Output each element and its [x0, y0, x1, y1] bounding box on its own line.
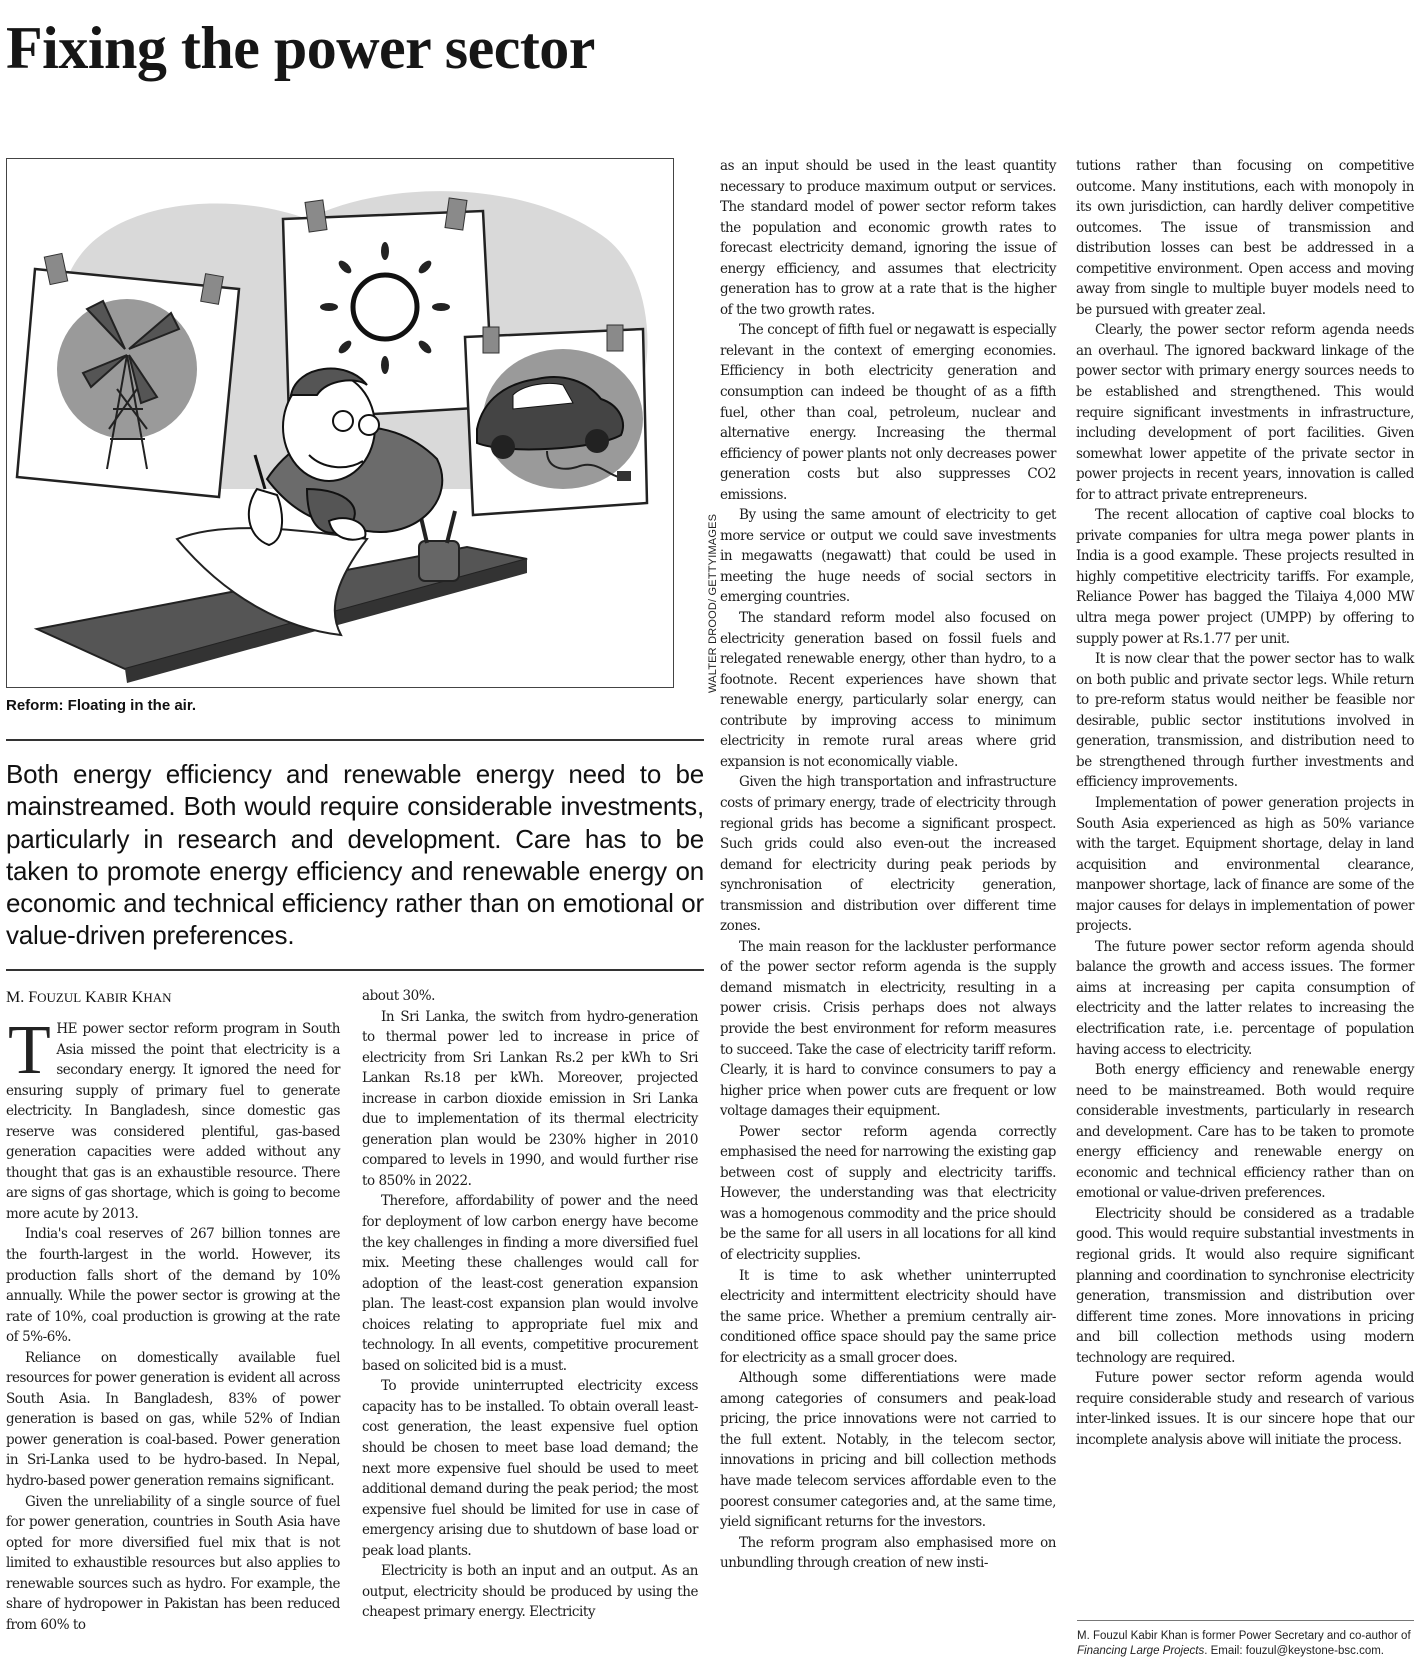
- paragraph: The main reason for the lackluster performance of the power sector reform agenda is the supply demand mismatch in electricity, resulting in a power crisis. Crisis perhaps does not always provide the best environment for reform measures to succeed. Take the case of electricity tariff reform. Clearly, it is hard to convince consumers to pay a higher price when power cuts are frequent or low voltage damages their equipment.: [720, 938, 1056, 1120]
- article-column-1: [6, 1012, 340, 1635]
- article-column-3: [720, 156, 1056, 1574]
- article-column-2: [362, 986, 698, 1623]
- paragraph: THE power sector reform program in South Asia missed the point that electricity is a secondary energy. It ignored the need for ensuring supply of primary fuel to generate electricity. In Bangladesh, since domestic gas reserve was considered plentiful, gas-based generation capacities were added without any thought that gas is an exhaustible resource. There are signs of gas shortage, which is going to become more acute by 2013.: [6, 1012, 340, 1222]
- pull-quote: Both energy efficiency and renewable energy need to be mainstreamed. Both would require considerable investments, particularly in research and development. Care has to be taken to promote energy efficiency and renewable energy on economic and technical efficiency rather than on emotional or value-driven preferences.: [6, 759, 704, 951]
- paragraph: about 30%.: [362, 988, 436, 1004]
- paragraph: The concept of fifth fuel or negawatt is especially relevant in the context of emerging economies. Efficiency in both electricity generation and consumption can indeed be thought of as a fifth fuel, other than coal, petroleum, nuclear and alternative energy. Increasing the thermal efficiency of power plants not only decreases power generation costs but also suppresses CO2 emissions.: [720, 322, 1056, 503]
- author-bio: M. Fouzul Kabir Khan is former Power Secretary and co-author of Financing Large Projects. Email: fouzul@keystone-bsc.com.: [1077, 1630, 1411, 1657]
- paragraph: Given the unreliability of a single source of fuel for power generation, countries in South Asia have opted for more diversified fuel mix that is not limited to exhaustible resources but also applies to renewable sources such as hydro. For example, the share of hydropower in Pakistan has been reduced from 60% to: [6, 1493, 340, 1633]
- paragraph: The future power sector reform agenda should balance the growth and access issues. The former aims at increasing per capita consumption of electricity and the latter relates to increasing the electrification rate, i.e. percentage of population having access to electricity.: [1076, 938, 1414, 1058]
- article-column-4: [1076, 156, 1414, 1450]
- paragraph: It is time to ask whether uninterrupted electricity and intermittent electricity should have the same price. Whether a premium centrally air-conditioned office space should pay the same price for electricity as a small grocer does.: [720, 1267, 1056, 1366]
- paragraph: Therefore, affordability of power and the need for deployment of low carbon energy have become the key challenges in finding a more diversified fuel mix. Meeting these challenges would call for adoption of the least-cost generation expansion plan. The least-cost expansion plan would involve choices relating to appropriate fuel mix and technology. In all events, competitive procurement based on solicited bid is a must.: [362, 1193, 698, 1374]
- paragraph: Electricity should be considered as a tradable good. This would require substantial investments in regional grids. It would also require significant planning and coordination to synchronise electricity generation, transmission and distribution over different time zones. More innovations in pricing and bill collection methods using modern technology are required.: [1076, 1205, 1414, 1366]
- car-panel: [465, 325, 647, 515]
- paragraph: Although some differentiations were made among categories of consumers and peak-load pricing, the price innovations were not carried to the full extent. Notably, in the telecom sector, innovations in pricing and bill collection methods have made telecom services affordable even to the poorest consumer categories and, at the same time, yield significant returns for the investors.: [720, 1370, 1056, 1531]
- photo-credit: WALTER DROOD/ GETTYIMAGES: [707, 513, 719, 693]
- paragraph: In Sri Lanka, the switch from hydro-generation to thermal power led to increase in price of electricity from Sri Lankan Rs.2 per kWh to Sri Lankan Rs.18 per kWh. Moreover, projected increase in carbon dioxide emission in Sri Lanka due to implementation of its thermal electricity generation plan would be 230% higher in 2010 compared to levels in 1990, and would further rise to 850% in 2022.: [362, 1008, 698, 1189]
- paragraph: Clearly, the power sector reform agenda needs an overhaul. The ignored backward linkage of the power sector with primary energy sources needs to be established and strengthened. This would require significant investments in infrastructure, including development of port facilities. Given somewhat lower appetite of the private sector in power projects in recent years, innovation is called for to attract private entrepreneurs.: [1076, 322, 1414, 503]
- illustration: [6, 158, 674, 688]
- rule-top: [6, 739, 704, 741]
- paragraph: Given the high transportation and infrastructure costs of primary energy, trade of electricity through regional grids has become a significant prospect. Such grids could also even-out the increased demand for electricity during peak periods by synchronisation of electricity generation, transmission and distribution over different time zones.: [720, 774, 1056, 935]
- paragraph: Future power sector reform agenda would require considerable study and research of various inter-linked issues. It is our sincere hope that our incomplete analysis above will initiate the process.: [1076, 1370, 1414, 1448]
- cartoon-energy-illustration: [7, 159, 673, 687]
- paragraph: Electricity is both an input and an output. As an output, electricity should be produced by using the cheapest primary energy. Electricity: [362, 1563, 698, 1621]
- bio-rule: [1077, 1620, 1414, 1621]
- paragraph: Implementation of power generation projects in South Asia experienced as high as 50% variance with the target. Equipment shortage, delay in land acquisition and environmental clearance, manpower shortage, lack of finance are some of the major causes for delays in implementation of power projects.: [1076, 794, 1414, 935]
- rule-bottom: [6, 969, 704, 971]
- paragraph: It is now clear that the power sector has to walk on both public and private sector legs. While return to pre-reform status would neither be feasible nor desirable, public sector institutions involved in generation, transmission, and distribution need to be strengthened through further investments and efficiency improvements.: [1076, 651, 1414, 791]
- paragraph: The reform program also emphasised more on unbundling through creation of new insti-: [720, 1534, 1056, 1572]
- windmill-panel: [17, 253, 239, 497]
- byline: M. FOUZUL KABIR KHAN: [6, 989, 172, 1006]
- paragraph: Reliance on domestically available fuel resources for power generation is evident all across South Asia. In Bangladesh, 83% of power generation is based on gas, while 52% of Indian power generation is coal-based. Power generation in Sri-Lanka used to be hydro-based. In Nepal, hydro-based power generation remains significant.: [6, 1349, 340, 1490]
- paragraph: India's coal reserves of 267 billion tonnes are the fourth-largest in the world. However, its production falls short of the demand by 10% annually. While the power sector is growing at the rate of 10%, coal production is growing at the rate of 5%-6%.: [6, 1226, 340, 1346]
- paragraph: To provide uninterrupted electricity excess capacity has to be installed. To obtain overall least-cost generation, the least expensive fuel option should be chosen to meet base load demand; the next more expensive fuel should be used to meet additional demand during the peak period; the most expensive fuel should be limited for use in case of emergency arising due to shutdown of base load or peak load plants.: [362, 1378, 698, 1559]
- paragraph: The standard reform model also focused on electricity generation based on fossil fuels and relegated renewable energy, other than hydro, to a footnote. Recent experiences have shown that renewable energy, particularly solar energy, can contribute by improving access to minimum electricity in remote rural areas where grid expansion is not economically viable.: [720, 610, 1056, 770]
- image-caption: Reform: Floating in the air.: [6, 697, 197, 714]
- headline: Fixing the power sector: [6, 15, 595, 81]
- paragraph: Both energy efficiency and renewable energy need to be mainstreamed. Both would require considerable investments, particularly in research and development. Care has to be taken to promote energy efficiency and renewable energy on economic and technical efficiency rather than on emotional or value-driven preferences.: [1076, 1062, 1414, 1202]
- paragraph: Power sector reform agenda correctly emphasised the need for narrowing the existing gap between cost of supply and electricity tariffs. However, the understanding was that electricity was a homogenous commodity and the price should be the same for all users in all locations for all kind of electricity supplies.: [720, 1123, 1056, 1263]
- paragraph: tutions rather than focusing on competitive outcome. Many institutions, each with monopoly in its own jurisdiction, can hardly deliver competitive outcomes. The issue of transmission and distribution losses can best be addressed in a competitive environment. Open access and moving away from single to multiple buyer models need to be pursued with greater zeal.: [1076, 158, 1414, 318]
- paragraph: as an input should be used in the least quantity necessary to produce maximum output or services. The standard model of power sector reform takes the population and economic growth rates to forecast electricity demand, ignoring the issue of energy efficiency, and assumes that electricity generation has to grow at a rate that is the higher of the two growth rates.: [720, 158, 1056, 318]
- paragraph: By using the same amount of electricity to get more service or output we could save investments in megawatts (negawatt) that could be used in meeting the huge needs of social sectors in emerging countries.: [720, 507, 1056, 606]
- drop-cap: T: [8, 1012, 51, 1089]
- paragraph: The recent allocation of captive coal blocks to private companies for ultra mega power plants in India is a good example. These projects resulted in highly competitive electricity tariffs. For example, Reliance Power has bagged the Tilaiya 4,000 MW ultra mega power project (UMPP) by offering to supply power at Rs.1.77 per unit.: [1076, 507, 1414, 647]
